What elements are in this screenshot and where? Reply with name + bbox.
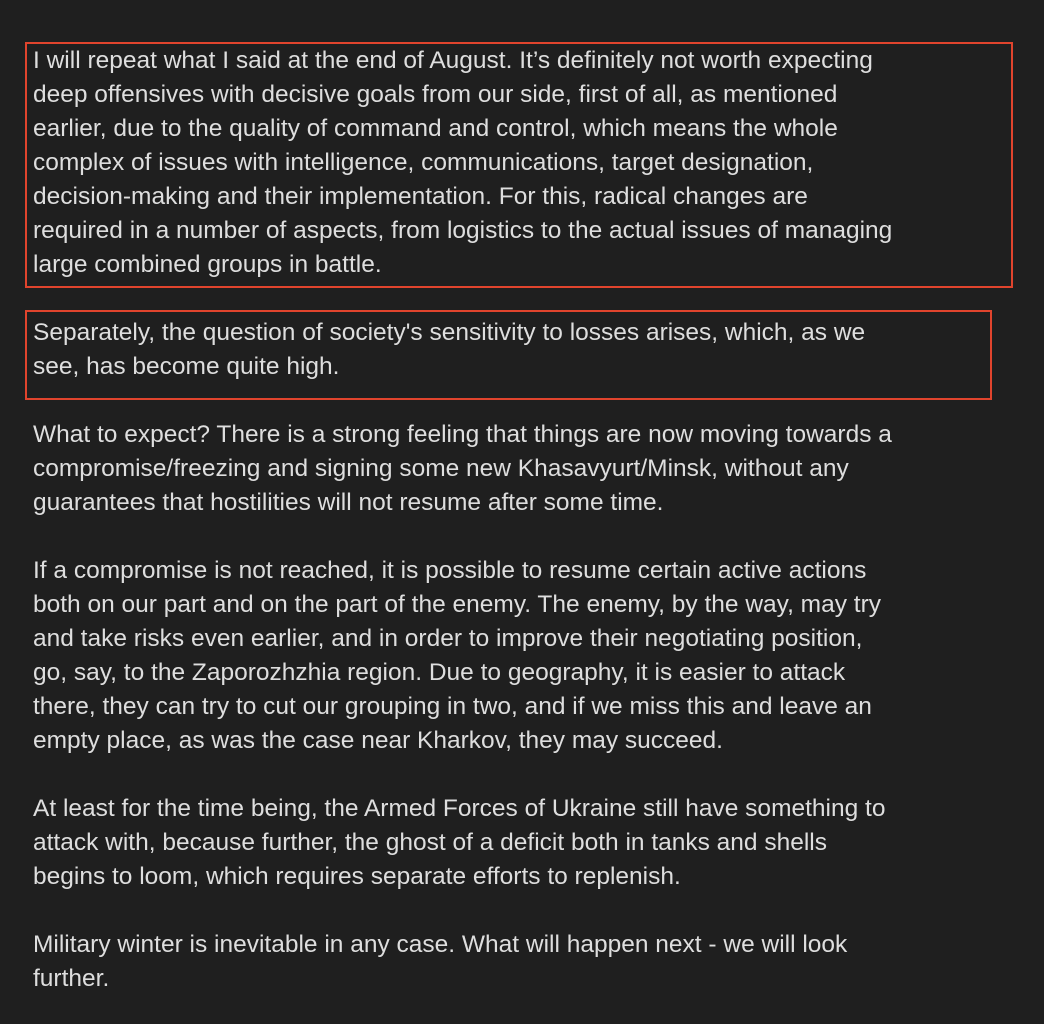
paragraph-5: At least for the time being, the Armed Forces of Ukraine still have something to attack with, because further, the ghost of a deficit both in tanks and shells begins to loom, which requires separate efforts to replenish.	[33, 795, 886, 890]
paragraph-1: I will repeat what I said at the end of August. It’s definitely not worth expecting deep offensives with decisive goals from our side, first of all, as mentioned earlier, due to the quality of command and control, which means the whole complex of issues with intelligence, communications, target designation, decision-making and their implementation. For this, radical changes are required in a number of aspects, from logistics to the actual issues of managing large combined groups in battle.	[33, 47, 893, 278]
paragraph-2: Separately, the question of society's sensitivity to losses arises, which, as we see, has become quite high.	[33, 319, 866, 380]
paragraph-3: What to expect? There is a strong feeling that things are now moving towards a compromise/freezing and signing some new Khasavyurt/Minsk, without any guarantees that hostilities will not resume after some time.	[33, 421, 892, 516]
paragraph-4: If a compromise is not reached, it is possible to resume certain active actions both on our part and on the part of the enemy. The enemy, by the way, may try and take risks even earlier, and in order to improve their negotiating position, go, say, to the Zaporozhzhia region. Due to geography, it is easier to attack there, they can try to cut our grouping in two, and if we miss this and leave an empty place, as was the case near Kharkov, they may succeed.	[33, 557, 881, 754]
paragraph-6: Military winter is inevitable in any case. What will happen next - we will look further.	[33, 931, 848, 992]
